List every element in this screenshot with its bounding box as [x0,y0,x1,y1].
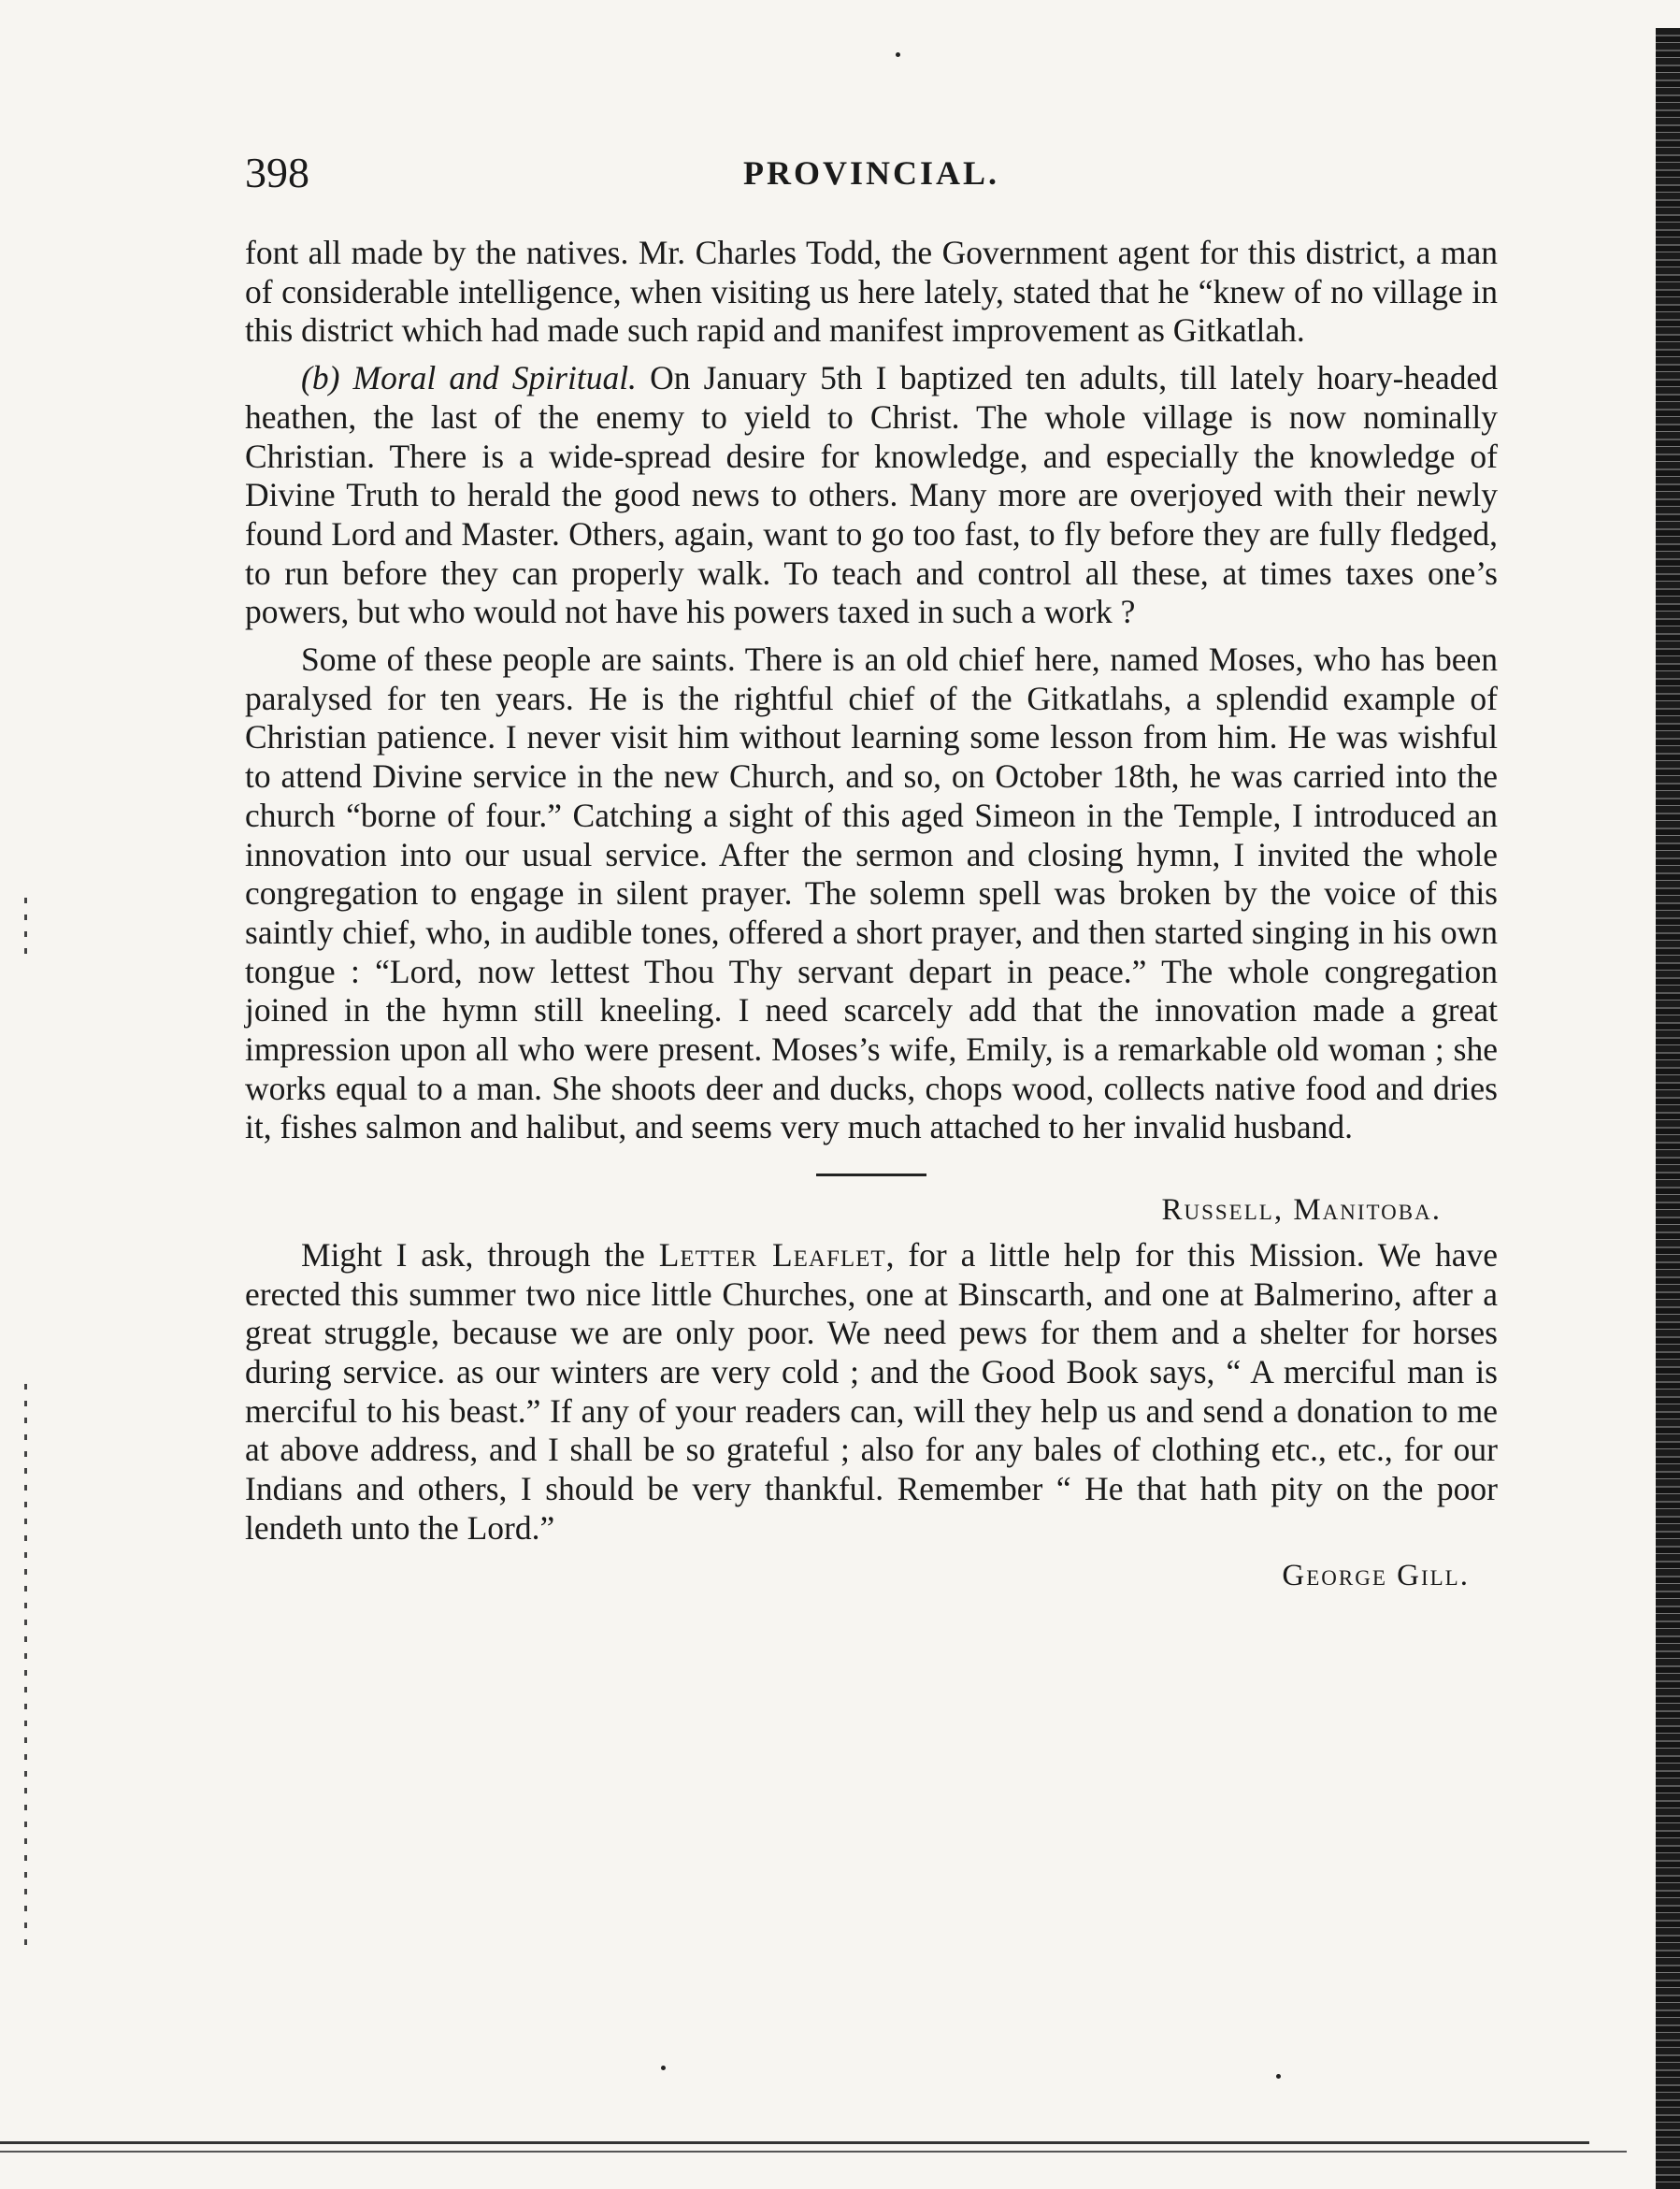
section-divider [816,1174,926,1176]
letter-place-line: Russell, Manitoba. [1161,1193,1442,1228]
bottom-edge-line [0,2151,1627,2153]
scan-speck [1276,2074,1281,2079]
letter-paragraph [245,1236,1498,1548]
scan-speck [661,2066,666,2070]
scan-margin-marks [24,1384,27,1945]
publication-name: Letter Leaflet [658,1235,886,1274]
article-body [245,234,1498,1595]
scan-speck [896,52,900,57]
section-heading: (b) Moral and Spiritual. [301,359,637,397]
paragraph: font all made by the natives. Mr. Charles Todd, the Government agent for this district, a man of considerable intelligence, when visiting us here lately, stated that he “knew of no village in this district which had made such rapid and manifest improvement as Gitkatlah. [245,234,1498,350]
paragraph: Some of these people are saints. There is an old chief here, named Moses, who has been paralysed for ten years. He is the rightful chief of the Gitkatlahs, a splendid example of Christian patience. I never visit him without learning some lesson from him. He was wishful to attend Divine service in the new Church, and so, on October 18th, he was carried into the church “borne of four.” Catching a sight of this aged Simeon in the Temple, I introduced an innovation into our usual service. After the sermon and closing hymn, I invited the whole congregation to engage in silent prayer. The solemn spell was broken by the voice of this saintly chief, who, in audible tones, offered a short prayer, and then started singing in his own tongue : “Lord, now lettest Thou Thy servant depart in peace.” The whole congregation joined in the hymn still kneeling. I need scarcely add that the innovation made a great impression upon all who were present. Moses’s wife, Emily, is a remarkable old woman ; she works equal to a man. She shoots deer and ducks, chops wood, collects native food and dries it, fishes salmon and halibut, and seems very much attached to her invalid husband. [245,641,1498,1146]
page-number: 398 [245,149,309,196]
paragraph [245,359,1498,632]
page-spine-edge [1656,28,1680,2189]
letter-text: Might I ask, through the [301,1235,659,1274]
running-head: PROVINCIAL. [742,154,999,192]
page-header [245,148,1498,204]
scan-margin-marks [24,898,27,954]
letter-signature: George Gill. [1282,1558,1470,1592]
bottom-edge-line [0,2141,1589,2144]
letter-text: , for a little help for this Mission. We have erected this summer two nice little Churches, one at Binscarth, and one at Balmerino, after a great struggle, because we are only poor. We need pews for them and a shelter for horses during service. as our winters are very cold ; and the Good Book says, “ A merciful man is merciful to his beast.” If any of your readers can, will they help us and send a donation to me at above address, and I shall be so grateful ; also for any bales of clothing etc., etc., for our Indians and others, I should be very thankful. Remember “ He that hath pity on the poor lendeth unto the Lord.” [245,1235,1498,1547]
paragraph-text: On January 5th I baptized ten adults, till lately hoary-headed heathen, the last of the enemy to yield to Christ. The whole village is now nominally Christian. There is a wide-spread desire for knowledge, and especially the knowledge of Divine Truth to herald the good news to others. Many more are overjoyed with their newly found Lord and Master. Others, again, want to go too fast, to fly before they are fully fledged, to run before they can properly walk. To teach and control all these, at times taxes one’s powers, but who would not have his powers taxed in such a work ? [245,359,1498,631]
